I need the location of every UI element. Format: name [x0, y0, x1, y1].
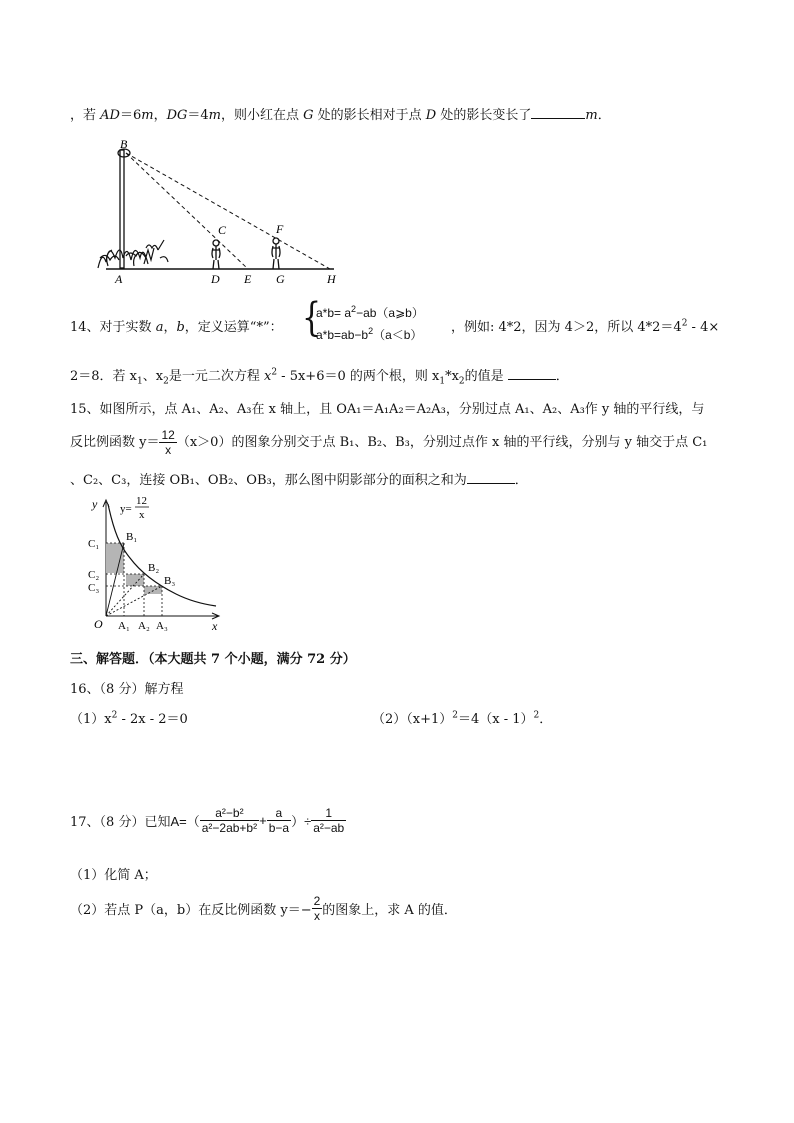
shade-2 — [126, 574, 144, 586]
svg-text:C₃: C₃ — [88, 582, 100, 594]
q17-part2: （2）若点 P（a，b）在反比例函数 y＝− $\frac{2}{x}$ 的图象上，求 A 的值． — [70, 894, 457, 923]
figure-lamp-shadow — [86, 138, 348, 288]
fraction-2: $\frac{a}{b-a}$ — [268, 806, 290, 835]
label-F: F — [276, 222, 284, 236]
q15-line3: 、C₂、C₃，连接 OB₁、OB₂、OB₃，那么图中阴影部分的面积之和为 ． — [70, 473, 528, 488]
svg-text:x: x — [212, 619, 218, 633]
fraction-3: $\frac{1}{\text{a²−ab}}$ — [313, 806, 345, 835]
label-C: C — [218, 223, 227, 237]
q14-line1: 14、对于实数 a，b，定义运算“*”： — [70, 320, 283, 335]
svg-text:B₃: B₃ — [164, 575, 176, 587]
svg-text:C₁: C₁ — [88, 538, 100, 550]
shade-1 — [106, 543, 124, 573]
q13-line: ，若 AD＝6m，DG＝4m，则小红在点 G 处的影长相对于点 D 处的影长变长了 m． — [70, 108, 611, 123]
svg-text:12: 12 — [136, 495, 147, 507]
answer-blank[interactable] — [531, 106, 585, 119]
q16-title: 16、（8 分）解方程 — [70, 682, 184, 697]
q14-line2: 2＝8．若 $x_1$、$x_2$是一元二次方程 $x^2 - 5x+6=0$ 的两个根，则 $x_1*x_2$的值是 ． — [70, 367, 569, 387]
fraction-12-over-x: $\frac{12}{x}$ — [161, 428, 175, 457]
label-G: G — [276, 272, 285, 286]
svg-text:A₃: A₃ — [156, 620, 168, 632]
section-title: 三、解答题．（本大题共 7 个小题，满分 72 分） — [70, 652, 356, 667]
q15-line1: 15、如图所示，点 A₁、A₂、A₃在 x 轴上，且 OA₁＝A₁A₂＝A₂A₃，分别过点 A₁、A₂、A₃作 y 轴的平行线，与 — [70, 402, 705, 417]
svg-text:A₁: A₁ — [118, 620, 130, 632]
svg-text:x: x — [139, 509, 145, 521]
fraction-1: $\frac{\text{a²−b²}}{\text{a²−2ab+b²}}$ — [201, 806, 258, 835]
q16-part1: $(1)x^2 - 2x - 2=0$ — [70, 710, 188, 727]
q15-line2: 反比例函数 y＝ $\frac{12}{x}$ （x＞0）的图象分别交于点 B₁、B₂、B₃，分别过点作 x 轴的平行线，分别与 y 轴交于点 C₁ — [70, 428, 708, 457]
svg-text:C₂: C₂ — [88, 569, 100, 581]
q17-part1: （1）化简 A； — [70, 868, 157, 883]
label-H: H — [327, 272, 336, 286]
svg-text:y: y — [92, 497, 98, 511]
svg-text:B₁: B₁ — [126, 531, 138, 543]
q14-example: ，例如: 4*2，因为 4＞2，所以 $4*2=4^2 - 4\times$ — [451, 318, 720, 335]
answer-blank[interactable] — [467, 471, 515, 484]
label-E: E — [244, 272, 252, 286]
person-c-icon — [212, 240, 220, 269]
label-B: B — [120, 138, 128, 151]
bush-icon — [98, 240, 168, 268]
fraction-2-over-x: $\frac{2}{x}$ — [313, 894, 321, 923]
q17-statement: 17、（8 分）已知A=（ $\frac{\text{a²−b²}}{\text{a²−2ab+b²}}$ + $\frac{a}{b-a}$ ）÷ $\frac{1}{\text{a²−ab}}$ — [70, 806, 345, 835]
svg-text:O: O — [94, 617, 103, 631]
answer-blank[interactable] — [508, 367, 556, 380]
brace-icon: { — [302, 295, 322, 342]
label-A: A — [115, 272, 123, 286]
q16-part2: $(2)(x+1)^2=4(x - 1)^2$． — [372, 710, 553, 727]
figure-hyperbola — [84, 490, 230, 636]
svg-text:B₂: B₂ — [148, 562, 160, 574]
person-f-icon — [272, 238, 280, 269]
svg-text:A₂: A₂ — [138, 620, 150, 632]
svg-text:y=: y= — [120, 503, 132, 515]
label-D: D — [211, 272, 220, 286]
